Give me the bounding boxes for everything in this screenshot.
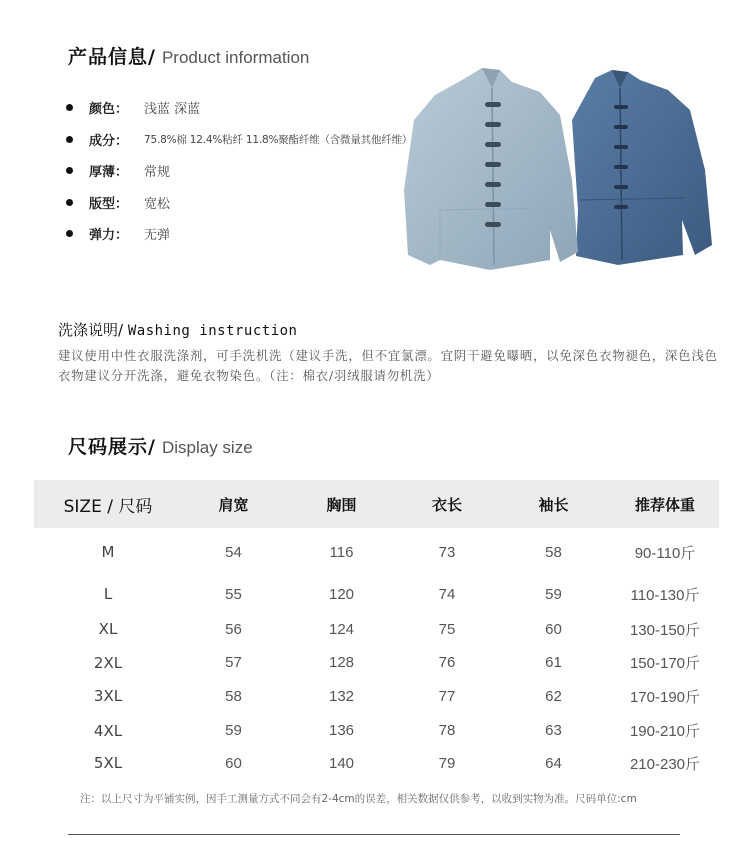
info-label: 厚薄： — [89, 165, 129, 181]
cell-shoulder: 55 — [225, 585, 242, 603]
cell-size: XL — [98, 620, 118, 638]
info-item-fit — [66, 187, 412, 219]
table-row — [34, 646, 719, 679]
washing-title-en: Washing instruction — [127, 323, 298, 339]
bullet-icon — [66, 230, 73, 237]
col-header-sleeve: 袖长 — [538, 495, 569, 514]
info-label: 成分： — [89, 133, 129, 149]
light-jacket — [404, 68, 578, 270]
cell-weight: 90-110斤 — [634, 544, 696, 562]
cell-shoulder: 60 — [225, 754, 242, 772]
cell-shoulder: 59 — [225, 722, 242, 739]
info-value: 无弹 — [144, 228, 171, 244]
cell-shoulder: 54 — [225, 543, 242, 561]
bullet-icon — [66, 199, 73, 206]
washing-text: 建议使用中性衣服洗涤剂，可手洗机洗（建议手洗，但不宜氯漂。宜阴干避免曝晒，以免深色衣物褪色，深色浅色衣物建议分开洗涤，避免衣物染色。（注：棉衣/羽绒服请勿机洗） — [58, 349, 718, 383]
info-value: 浅蓝 深蓝 — [144, 102, 201, 118]
cell-weight: 190-210斤 — [629, 723, 701, 740]
table-row — [34, 748, 719, 778]
info-item-composition — [66, 124, 412, 156]
cell-sleeve: 59 — [545, 585, 562, 603]
cell-size: 4XL — [93, 721, 123, 740]
cell-shoulder: 57 — [225, 654, 242, 671]
product-photo — [400, 60, 715, 280]
cell-shoulder: 58 — [225, 687, 242, 705]
cell-size: 3XL — [93, 687, 123, 705]
size-note: 注：以上尺寸为平铺实例，因手工测量方式不同会有2-4cm的误差，相关数据仅供参考，以收到实物为准。尺码单位:cm — [80, 793, 637, 805]
cell-size: L — [103, 585, 113, 603]
size-table — [34, 480, 719, 778]
cell-length: 74 — [438, 585, 456, 603]
cell-sleeve: 58 — [545, 543, 562, 561]
product-info-title-cn: 产品信息/ — [68, 46, 156, 68]
cell-length: 77 — [438, 687, 456, 705]
info-label: 弹力： — [89, 228, 129, 244]
info-value: 宽松 — [144, 196, 171, 212]
table-row — [34, 576, 719, 612]
washing-title-cn: 洗涤说明/ — [58, 321, 124, 339]
dark-jacket — [572, 70, 712, 265]
cell-length: 78 — [438, 722, 456, 739]
col-header-chest: 胸围 — [326, 495, 357, 514]
bullet-icon — [66, 104, 73, 111]
cell-chest: 140 — [328, 754, 355, 772]
cell-sleeve: 60 — [545, 620, 562, 638]
table-row — [34, 713, 719, 748]
col-header-shoulder: 肩宽 — [218, 495, 249, 514]
col-header-length: 衣长 — [431, 495, 462, 514]
cell-weight: 170-190斤 — [629, 688, 701, 706]
product-info-title — [68, 42, 309, 69]
cell-length: 76 — [438, 654, 456, 671]
cell-chest: 128 — [328, 654, 355, 671]
info-value: 75.8%棉 12.4%粘纤 11.8%聚酯纤维（含微量其他纤维） — [144, 133, 413, 146]
cell-weight: 150-170斤 — [629, 655, 701, 672]
display-size-title — [68, 432, 253, 459]
cell-chest: 116 — [329, 543, 354, 561]
bullet-icon — [66, 136, 73, 143]
washing-title — [58, 319, 298, 340]
cell-sleeve: 62 — [545, 687, 562, 705]
display-size-title-en: Display size — [161, 438, 253, 457]
cell-chest: 132 — [328, 687, 355, 705]
cell-chest: 120 — [328, 585, 355, 603]
product-info-title-en: Product information — [161, 48, 310, 67]
cell-length: 75 — [438, 620, 456, 638]
size-table-header — [34, 480, 719, 528]
cell-size: 2XL — [93, 653, 123, 672]
info-label: 版型： — [89, 196, 129, 212]
bullet-icon — [66, 167, 73, 174]
col-header-weight: 推荐体重 — [634, 495, 695, 514]
table-row — [34, 612, 719, 646]
cell-sleeve: 64 — [545, 754, 562, 772]
cell-chest: 124 — [328, 620, 355, 638]
cell-chest: 136 — [328, 722, 355, 739]
info-item-color — [66, 92, 412, 124]
cell-length: 73 — [438, 543, 456, 561]
info-item-elasticity — [66, 218, 412, 250]
table-row — [34, 679, 719, 713]
cell-sleeve: 63 — [545, 722, 562, 739]
cell-size: 5XL — [93, 754, 123, 772]
info-item-thickness — [66, 155, 412, 187]
display-size-title-cn: 尺码展示/ — [68, 436, 156, 458]
product-info-list — [66, 92, 412, 250]
cell-length: 79 — [438, 754, 456, 772]
cell-shoulder: 56 — [225, 620, 242, 638]
col-header-size: SIZE / 尺码 — [63, 496, 153, 517]
bottom-divider — [68, 834, 680, 835]
cell-weight: 210-230斤 — [629, 755, 701, 773]
cell-weight: 130-150斤 — [629, 621, 701, 639]
cell-weight: 110-130斤 — [630, 586, 700, 604]
info-value: 常规 — [144, 165, 171, 181]
info-label: 颜色： — [89, 102, 129, 118]
table-row — [34, 528, 719, 576]
cell-size: M — [101, 543, 115, 561]
cell-sleeve: 61 — [545, 654, 562, 671]
